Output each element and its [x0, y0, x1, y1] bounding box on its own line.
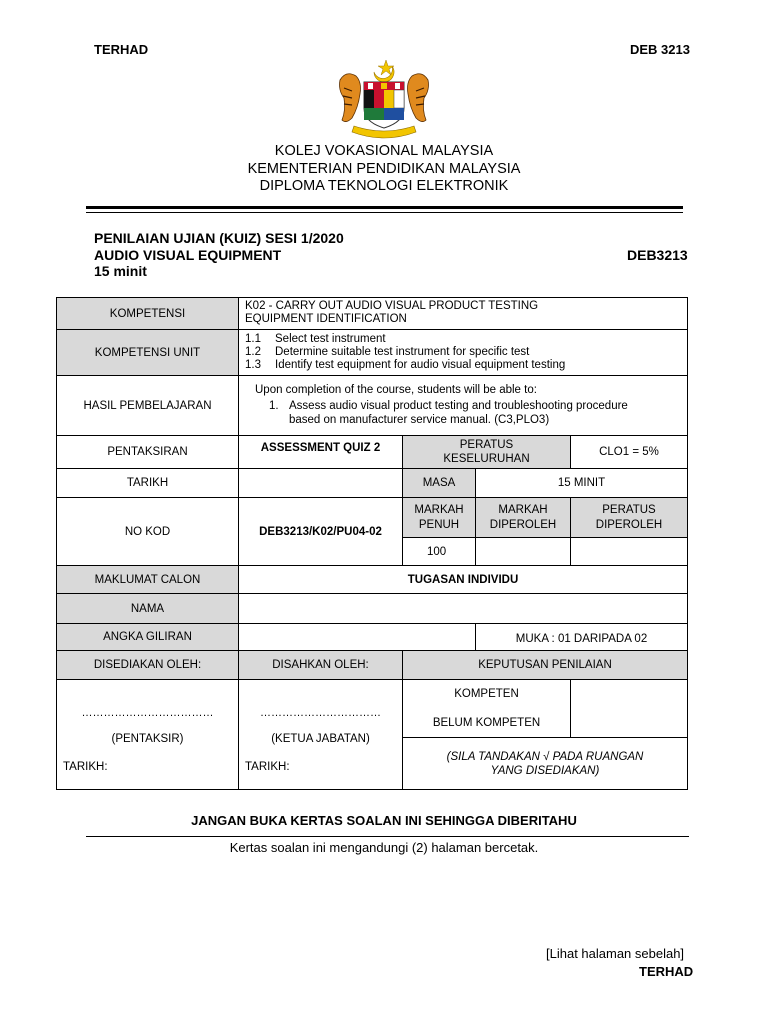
institution-name: KOLEJ VOKASIONAL MALAYSIA [274, 143, 494, 159]
classification-label: TERHAD [94, 42, 149, 57]
item-number: 1.3 [245, 359, 261, 371]
belum-kompeten-option: BELUM KOMPETEN [432, 717, 541, 729]
kompeten-option: KOMPETEN [454, 688, 519, 700]
no-kod-label: NO KOD [57, 498, 239, 566]
peratus-diperoleh-line1: PERATUS [602, 503, 656, 516]
row-maklumat-calon [57, 566, 688, 594]
clo-value: CLO1 = 5% [571, 436, 688, 469]
kompetensi-label: KOMPETENSI [57, 298, 239, 330]
peratus-keseluruhan-label [403, 436, 571, 469]
tarikh-label: TARIKH [57, 469, 239, 498]
row-signoff-body [57, 680, 688, 738]
markah-diperoleh-label [476, 498, 571, 538]
ministry-name: KEMENTERIAN PENDIDIKAN MALAYSIA [247, 161, 521, 177]
maklumat-calon-value: TUGASAN INDIVIDU [239, 566, 688, 594]
markah-penuh-line1: MARKAH [414, 503, 464, 516]
exam-session: PENILAIAN UJIAN (KUIZ) SESI 1/2020 [94, 230, 344, 246]
keputusan-label: KEPUTUSAN PENILAIAN [403, 651, 688, 680]
kompetensi-value [239, 298, 688, 330]
pentaksir-tarikh: TARIKH: [63, 761, 108, 773]
malaysia-coat-of-arms-icon [334, 58, 434, 140]
disediakan-label: DISEDIAKAN OLEH: [57, 651, 239, 680]
markah-diperoleh-line1: MARKAH [498, 503, 548, 516]
row-hasil-pembelajaran [57, 376, 688, 436]
tick-instruction-line1: (SILA TANDAKAN √ PADA RUANGAN [446, 750, 644, 763]
item-text: Identify test equipment for audio visual equipment testing [275, 359, 566, 371]
peratus-line1: PERATUS [459, 439, 514, 451]
footer-rule [86, 836, 689, 837]
no-kod-value: DEB3213/K02/PU04-02 [239, 498, 403, 566]
kompetensi-unit-value [239, 330, 688, 376]
peratus-diperoleh-line2: DIPEROLEH [595, 518, 663, 531]
ketua-signature-line: …………………………… [260, 707, 381, 719]
hasil-item-line1: Assess audio visual product testing and troubleshooting procedure [289, 400, 628, 412]
peratus-diperoleh-value[interactable] [571, 538, 688, 566]
row-nama [57, 594, 688, 624]
tick-instruction-line2: YANG DISEDIAKAN) [490, 764, 600, 777]
row-angka-giliran [57, 624, 688, 651]
kompetensi-line1: K02 - CARRY OUT AUDIO VISUAL PRODUCT TESTING [245, 300, 539, 312]
assessment-form-table [56, 297, 688, 790]
page-count-note: Kertas soalan ini mengandungi (2) halaman bercetak. [229, 840, 539, 855]
ketua-signature-box[interactable] [239, 680, 403, 790]
pentaksir-role: (PENTAKSIR) [111, 733, 184, 745]
kompetensi-unit-label: KOMPETENSI UNIT [57, 330, 239, 376]
pentaksir-signature-line: ……………………………… [81, 707, 214, 719]
warning-text: JANGAN BUKA KERTAS SOALAN INI SEHINGGA DIBERITAHU [191, 813, 577, 828]
subject-title: AUDIO VISUAL EQUIPMENT [94, 247, 282, 263]
tarikh-value[interactable] [239, 469, 403, 498]
item-text: Determine suitable test instrument for specific test [275, 346, 530, 358]
item-number: 1.2 [245, 346, 261, 358]
exam-duration: 15 minit [94, 263, 147, 279]
header-rule-thick [86, 206, 683, 209]
kompetensi-line2: EQUIPMENT IDENTIFICATION [245, 313, 407, 325]
footer-classification: TERHAD [639, 964, 694, 979]
angka-giliran-value[interactable] [239, 624, 476, 651]
nama-value[interactable] [239, 594, 688, 624]
item-number: 1.1 [245, 333, 261, 345]
header-rule-thin [86, 212, 683, 213]
peratus-line2: KESELURUHAN [443, 453, 530, 465]
markah-penuh-value: 100 [403, 538, 476, 566]
row-pentaksiran [57, 436, 688, 469]
markah-diperoleh-line2: DIPEROLEH [489, 518, 557, 531]
hasil-label: HASIL PEMBELAJARAN [57, 376, 239, 436]
markah-diperoleh-value[interactable] [476, 538, 571, 566]
pentaksiran-label: PENTAKSIRAN [57, 436, 239, 469]
hasil-item-line2: based on manufacturer service manual. (C3,PLO3) [289, 414, 550, 426]
kompetensi-unit-item [245, 333, 681, 346]
keputusan-tick-box[interactable] [571, 680, 688, 738]
row-kompetensi-unit [57, 330, 688, 376]
masa-label: MASA [403, 469, 476, 498]
pentaksiran-value: ASSESSMENT QUIZ 2 [239, 436, 403, 469]
maklumat-calon-label: MAKLUMAT CALON [57, 566, 239, 594]
row-no-kod [57, 498, 688, 538]
course-code-header: DEB 3213 [630, 42, 690, 57]
program-name: DIPLOMA TEKNOLOGI ELEKTRONIK [259, 178, 509, 194]
markah-penuh-label [403, 498, 476, 538]
item-text: Select test instrument [275, 333, 386, 345]
keputusan-options [403, 680, 571, 738]
disahkan-label: DISAHKAN OLEH: [239, 651, 403, 680]
markah-penuh-line2: PENUH [418, 518, 460, 531]
kompetensi-unit-item [245, 359, 681, 372]
kompetensi-unit-item [245, 346, 681, 359]
hasil-value [239, 376, 688, 436]
peratus-diperoleh-label [571, 498, 688, 538]
row-signoff-headers [57, 651, 688, 680]
pentaksir-signature-box[interactable] [57, 680, 239, 790]
subject-code: DEB3213 [627, 247, 688, 263]
muka-surat: MUKA : 01 DARIPADA 02 [476, 624, 688, 651]
ketua-role: (KETUA JABATAN) [271, 733, 370, 745]
ketua-tarikh: TARIKH: [245, 761, 290, 773]
row-kompetensi [57, 298, 688, 330]
angka-giliran-label: ANGKA GILIRAN [57, 624, 239, 651]
masa-value: 15 MINIT [476, 469, 688, 498]
next-page-note: [Lihat halaman sebelah] [546, 946, 685, 961]
hasil-item-number: 1. [269, 400, 279, 412]
nama-label: NAMA [57, 594, 239, 624]
hasil-intro: Upon completion of the course, students will be able to: [255, 384, 537, 396]
hasil-item [255, 399, 681, 427]
tick-instruction [403, 738, 688, 790]
row-tarikh [57, 469, 688, 498]
